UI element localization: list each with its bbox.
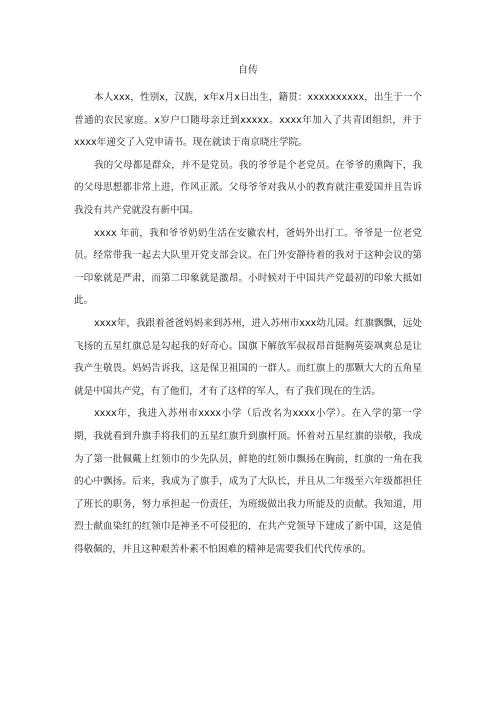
paragraph-personal-info: 本人xxx，性别x，汉族，x年x月x日出生，籍贯：xxxxxxxxxx，出生于一个普通的农民家庭。x岁户口随母亲迁到xxxxx。xxxx年加入了共青团组织，并于xxxx年递交了入党申请书。现在就读于南京晓庄学院。 <box>74 92 422 149</box>
document-title: 自传 <box>238 65 258 76</box>
paragraph-childhood: xxxx 年前，我和爷爷奶奶生活在安徽农村，爸妈外出打工。爷爷是一位老党员。经常带我一起去大队里开党支部会议。在门外安静待着的我对于这种会议的第一印象就是严肃，而第二印象就是激昂。小时候对于中国共产党最初的印象大抵如此。 <box>74 227 422 307</box>
paragraph-primary-school: xxxx年，我进入苏州市xxxx小学（后改名为xxxx小学）。在入学的第一学期，我就看到升旗手将我们的五星红旗升到旗杆顶。怀着对五星红旗的崇敬，我成为了第一批佩戴上红领巾的少先队员，鲜艳的红领巾飘扬在胸前，红旗的一角在我的心中飘扬。后来，我成为了旗手，成为了大队长，并且从二年级至六年级都担任了班长的职务，努力承担起一份责任，为班级做出我力所能及的贡献。我知道，用烈士献血染红的红领巾是神圣不可侵犯的，在共产党领导下建成了新中国，这是值得敬佩的，并且这种艰苦朴素不怕困难的精神是需要我们代代传承的。 <box>74 408 422 555</box>
paragraph-family: 我的父母都是群众，并不是党员。我的爷爷是个老党员。在爷爷的熏陶下，我的父母思想都非常上进，作风正派。父母爷爷对我从小的教育就注重爱国并且告诉我没有共产党就没有新中国。 <box>74 159 422 216</box>
paragraph-kindergarten: xxxx年，我跟着爸爸妈妈来到苏州，进入苏州市xxx幼儿园。红旗飘飘，远处飞扬的五星红旗总是勾起我的好奇心。国旗下解放军叔叔昂首挺胸英姿飒爽总是让我产生敬畏。妈妈告诉我，这是保卫祖国的一群人。而红旗上的那颗大大的五角星就是中国共产党，有了他们，才有了这样的军人，有了我们现在的生活。 <box>74 317 422 397</box>
